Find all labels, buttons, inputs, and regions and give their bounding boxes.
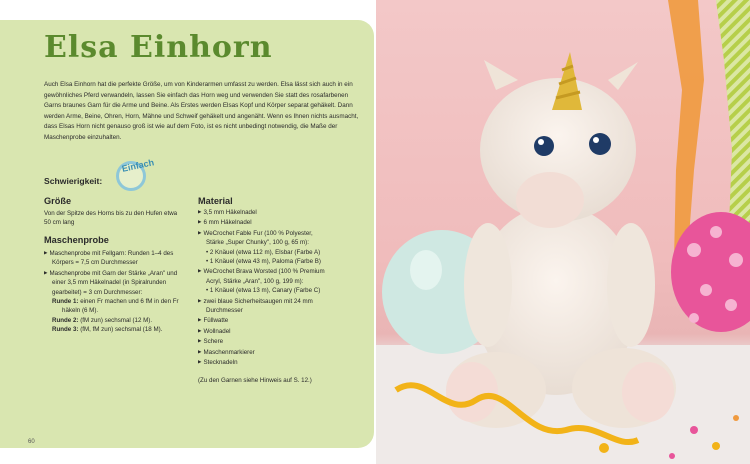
material-item: ▶ Schere [198,336,325,346]
material-subitem-text: 2 Knäuel (etwa 112 m), Elsbar (Farbe A) [209,248,321,256]
gauge-item-cont: Körpers = 7,5 cm Durchmesser [52,259,138,267]
material-list [198,207,325,385]
material-item-cont: Durchmesser [206,307,243,315]
material-note: (Zu den Garnen siehe Hinweis auf S. 12.) [198,376,312,384]
material-item: ▶ 3,5 mm Häkelnadel [198,207,325,217]
confetti [599,443,609,453]
unicorn-eye-right [589,133,611,155]
gauge-item-cont: gearbeitet) = 3 cm Durchmesser: [52,288,143,296]
material-subitem: • 1 Knäuel (etwa 43 m), Paloma (Farbe B) [206,258,321,266]
material-item-cont: Acryl, Stärke „Aran", 100 g, 199 m): [206,277,304,285]
material-item: ▶ Füllwatte [198,315,325,325]
gauge-round-3 [44,325,179,334]
unicorn-ear-left [484,60,518,90]
round-text: (fM, fM zun) sechsmal (18 M). [80,326,163,334]
gauge-heading: Maschenprobe [44,235,109,245]
material-item: ▶ Maschenmarkierer [198,347,325,357]
material-subitem: • 1 Knäuel (etwa 13 m), Canary (Farbe C) [206,287,321,295]
gauge-round-1-cont: häkeln (6 M). [62,307,99,315]
round-label: Runde 2: [52,316,79,324]
pattern-title: Elsa Einhorn [44,30,273,65]
round-text: einen Fr machen und 6 fM in den Fr [80,298,179,306]
unicorn-plush-photo [376,0,750,464]
material-item: ▶ WeCrochet Brava Worsted (100 % Premium [198,266,325,276]
confetti [733,415,739,421]
unicorn-hoof-right [622,362,674,422]
material-heading: Material [198,196,233,206]
material-subitem-text: 1 Knäuel (etwa 13 m), Canary (Farbe C) [209,287,321,295]
unicorn-arm-right [607,223,655,347]
intro-paragraph: Auch Elsa Einhorn hat die perfekte Größe, um von Kinderarmen umfasst zu werden. Elsa lässt sich auch in ein gewöhnliches Pferd verwandeln, lassen Sie einfach das Horn weg und verwenden Sie statt des rosafarbenen Garns braunes Garn für die Arme und Beine. Als Erstes werden Elsas Kopf und Körper separat gehäkelt. Dann werden Arme, Beine, Ohren, Horn, Mähne und Schweif gehäkelt und angenäht. Wenn es Ihnen nichts ausmacht, dass Elsas Horn nicht genauso groß ist wie auf dem Foto, ist es nicht unbedingt notwendig, die Maße der Maschenprobe einzuhalten. [44,81,359,141]
page-number: 60 [28,439,35,445]
unicorn-arm-left [464,223,512,347]
material-item: ▶ zwei blaue Sicherheitsaugen mit 24 mm [198,296,325,306]
material-subitem-text: 1 Knäuel (etwa 43 m), Paloma (Farbe B) [209,258,321,266]
material-item: ▶ Wollnadel [198,326,325,336]
gauge-round-1 [44,297,179,306]
material-item-cont: Stärke „Super Chunky", 100 g, 65 m): [206,239,309,247]
material-subitem: • 2 Knäuel (etwa 112 m), Elsbar (Farbe A) [206,248,321,256]
unicorn-ear-right [608,62,638,90]
difficulty-label: Schwierigkeit: [44,176,103,186]
material-item: ▶ 6 mm Häkelnadel [198,217,325,227]
size-line: Von der Spitze des Horns bis zu den Hufen etwa [44,210,178,217]
gauge-item-cont: einer 3,5 mm Häkelnadel (in Spiralrunden [52,279,167,287]
confetti [690,426,698,434]
round-text: (fM zun) sechsmal (12 M). [80,316,153,324]
unicorn-hoof-left [446,362,498,422]
size-line: 50 cm lang [44,219,75,227]
confetti [712,442,720,450]
unicorn-eye-left [534,136,554,156]
gauge-round-2 [44,316,179,325]
unicorn-muzzle [516,172,584,228]
gauge-list [44,248,179,335]
size-text [44,209,177,228]
gauge-item: ▶ Maschenprobe mit Garn der Stärke „Aran" und [44,268,179,278]
round-label: Runde 1: [52,298,79,306]
round-label: Runde 3: [52,326,79,334]
size-heading: Größe [44,196,72,206]
difficulty-badge-text: Einfach [121,157,155,174]
photo-illustration [376,0,750,464]
material-item: ▶ Stecknadeln [198,357,325,367]
confetti [669,453,675,459]
material-item: ▶ WeCrochet Fable Fur (100 % Polyester, [198,228,325,238]
gauge-item: ▶ Maschenprobe mit Fellgarn: Runden 1–4 des [44,248,179,258]
